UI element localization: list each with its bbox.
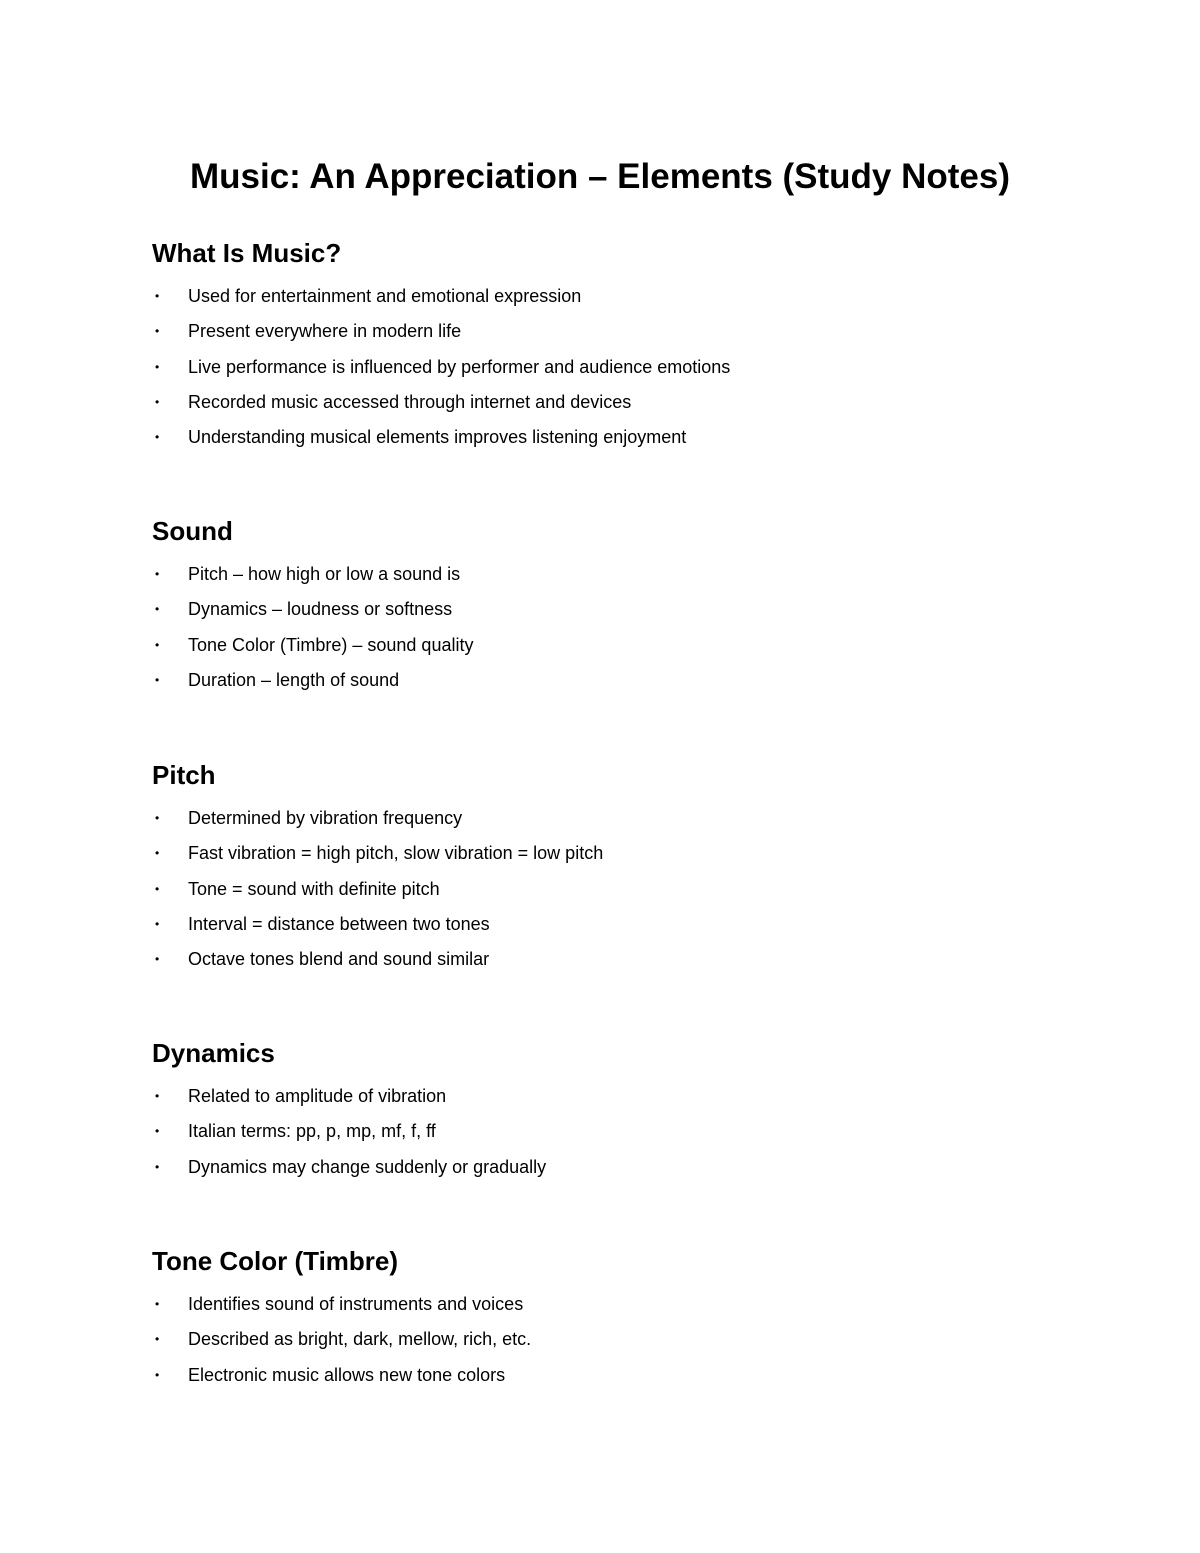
list-item xyxy=(152,420,1112,455)
list-item-text: Duration – length of sound xyxy=(188,669,400,690)
section-dynamics xyxy=(152,1037,1112,1185)
list-item xyxy=(152,557,1112,592)
list-item xyxy=(152,350,1112,385)
bullet-icon: • xyxy=(155,672,160,687)
list-item xyxy=(152,663,1112,698)
list-item-text: Dynamics – loudness or softness xyxy=(188,599,453,620)
list-item-text: Fast vibration = high pitch, slow vibration = low pitch xyxy=(188,843,604,864)
bullet-icon: • xyxy=(155,324,160,339)
list-item-text: Italian terms: pp, p, mp, mf, f, ff xyxy=(188,1121,436,1142)
list-item-text: Tone Color (Timbre) – sound quality xyxy=(188,634,474,655)
list-item-text: Related to amplitude of vibration xyxy=(188,1086,447,1106)
list-item-text: Understanding musical elements improves listening enjoyment xyxy=(188,427,687,447)
section-what-is-music xyxy=(152,237,1112,455)
bullet-icon: • xyxy=(155,637,160,652)
list-item xyxy=(152,1287,1112,1322)
section-heading: Pitch xyxy=(152,760,216,790)
bullet-list xyxy=(152,801,1112,977)
bullet-list xyxy=(152,557,1112,698)
bullet-icon: • xyxy=(155,1297,160,1311)
bullet-icon: • xyxy=(155,916,160,931)
list-item xyxy=(152,279,1112,314)
bullet-list xyxy=(152,1079,1112,1185)
bullet-list xyxy=(152,1287,1112,1393)
list-item xyxy=(152,628,1112,663)
bullet-icon: • xyxy=(155,602,160,617)
list-item xyxy=(152,385,1112,420)
bullet-icon: • xyxy=(155,1124,160,1139)
bullet-icon: • xyxy=(155,1367,160,1382)
section-heading: Tone Color (Timbre) xyxy=(152,1246,399,1276)
list-item xyxy=(152,592,1112,627)
bullet-icon: • xyxy=(155,394,160,409)
list-item-text: Tone = sound with definite pitch xyxy=(188,878,440,899)
bullet-icon: • xyxy=(155,289,160,303)
list-item-text: Electronic music allows new tone colors xyxy=(188,1364,506,1385)
list-item-text: Present everywhere in modern life xyxy=(188,321,462,342)
list-item-text: Used for entertainment and emotional expression xyxy=(188,286,582,306)
section-pitch xyxy=(152,759,1112,977)
bullet-icon: • xyxy=(155,359,160,374)
list-item xyxy=(152,907,1112,942)
list-item xyxy=(152,1079,1112,1114)
list-item xyxy=(152,314,1112,349)
list-item-text: Live performance is influenced by performer and audience emotions xyxy=(188,356,731,377)
list-item-text: Dynamics may change suddenly or gradually xyxy=(188,1156,547,1177)
bullet-icon: • xyxy=(155,952,160,966)
section-heading: Sound xyxy=(152,516,233,546)
bullet-icon: • xyxy=(155,881,160,896)
list-item xyxy=(152,801,1112,836)
list-item xyxy=(152,1358,1112,1393)
list-item xyxy=(152,1114,1112,1149)
list-item-text: Interval = distance between two tones xyxy=(188,913,490,934)
page-title: Music: An Appreciation – Elements (Study Notes) xyxy=(189,157,1011,196)
section-heading: Dynamics xyxy=(152,1038,275,1068)
list-item-text: Pitch – how high or low a sound is xyxy=(188,564,461,584)
list-item xyxy=(152,836,1112,871)
bullet-icon: • xyxy=(155,1332,160,1347)
bullet-list xyxy=(152,279,1112,455)
bullet-icon: • xyxy=(155,567,160,581)
bullet-icon: • xyxy=(155,811,160,825)
list-item xyxy=(152,942,1112,977)
bullet-icon: • xyxy=(155,430,160,444)
section-tone-color xyxy=(152,1245,1112,1393)
list-item-text: Identifies sound of instruments and voices xyxy=(188,1294,524,1314)
bullet-icon: • xyxy=(155,1089,160,1103)
bullet-icon: • xyxy=(155,1159,160,1174)
list-item xyxy=(152,872,1112,907)
section-sound xyxy=(152,515,1112,698)
list-item xyxy=(152,1322,1112,1357)
list-item xyxy=(152,1150,1112,1185)
section-heading: What Is Music? xyxy=(152,238,342,268)
list-item-text: Octave tones blend and sound similar xyxy=(188,949,490,969)
list-item-text: Described as bright, dark, mellow, rich, etc. xyxy=(188,1329,532,1350)
bullet-icon: • xyxy=(155,846,160,861)
list-item-text: Determined by vibration frequency xyxy=(188,808,463,828)
list-item-text: Recorded music accessed through internet and devices xyxy=(188,391,632,412)
